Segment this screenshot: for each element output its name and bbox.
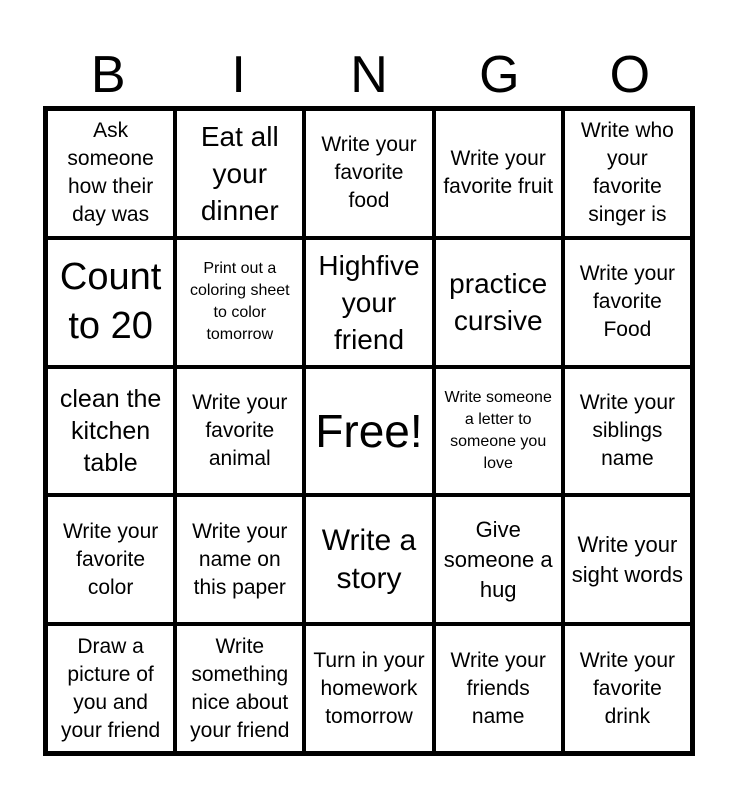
bingo-cell[interactable] [175,495,304,624]
bingo-cell[interactable] [175,367,304,496]
bingo-cell[interactable] [304,495,433,624]
header-letter-i: I [231,46,246,104]
bingo-cell[interactable] [304,624,433,753]
cell-text: Turn in your homework tomorrow [313,648,425,728]
bingo-cell[interactable] [304,109,433,238]
bingo-cell[interactable] [304,238,433,367]
header-letter-o: O [609,46,651,104]
bingo-cell[interactable] [175,238,304,367]
bingo-cell[interactable] [434,624,563,753]
bingo-cell[interactable] [175,109,304,238]
cell-text: Write your friends name [450,648,546,728]
cell-text: Write your siblings name [579,390,676,470]
cell-text: Write your favorite fruit [443,147,554,199]
bingo-cell[interactable] [434,238,563,367]
bingo-cell[interactable] [46,109,175,238]
header-letter-n: N [350,46,388,104]
bingo-cell[interactable] [563,367,692,496]
cell-text: Highfive your friend [318,249,420,355]
bingo-cell[interactable] [563,495,692,624]
bingo-cell[interactable] [46,367,175,496]
cell-text: Write your favorite drink [579,648,676,728]
bingo-cell[interactable] [563,624,692,753]
cell-text: Write your name on this paper [192,519,288,599]
bingo-cell[interactable] [434,367,563,496]
cell-text: Write your favorite food [321,133,417,213]
bingo-cell[interactable] [434,495,563,624]
cell-text: Write something nice about your friend [190,634,290,742]
bingo-cell[interactable] [434,109,563,238]
bingo-board [43,106,695,756]
bingo-cell[interactable] [175,624,304,753]
cell-text: Count to 20 [59,256,162,348]
cell-text: Write a story [321,523,417,595]
bingo-header [43,40,695,106]
header-letter-b: B [90,46,126,104]
cell-text: Write who your favorite singer is [580,119,674,227]
header-letter-g: G [479,46,520,104]
cell-text: Draw a picture of you and your friend [60,634,161,742]
cell-text: Print out a coloring sheet to color tomorrow [189,260,290,344]
bingo-cell[interactable] [46,495,175,624]
free-space-cell[interactable] [304,367,433,496]
cell-text: Ask someone how their day was [67,119,154,227]
cell-text: Give someone a hug [443,516,553,602]
cell-text: Write someone a letter to someone you love [444,388,552,472]
cell-text: Write your favorite Food [579,262,676,342]
cell-text: clean the kitchen table [59,384,162,477]
bingo-cell[interactable] [563,109,692,238]
cell-text: Write your favorite color [62,519,159,599]
bingo-cell[interactable] [563,238,692,367]
cell-text: Write your sight words [571,531,684,587]
cell-text: practice cursive [449,268,548,337]
cell-text: Write your favorite animal [192,390,288,470]
bingo-cell[interactable] [46,624,175,753]
bingo-cell[interactable] [46,238,175,367]
cell-text: Eat all your dinner [200,120,279,226]
free-space-text: Free! [315,404,423,457]
